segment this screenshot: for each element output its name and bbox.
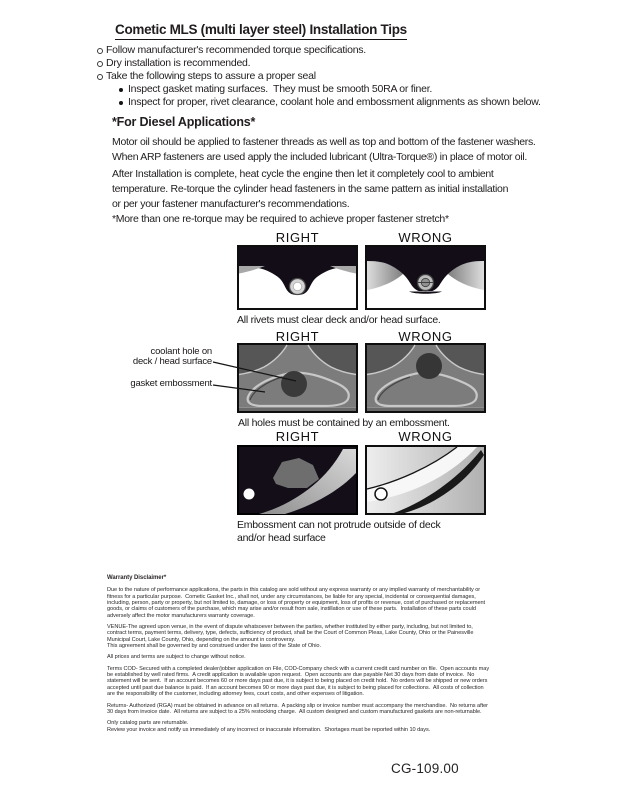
row3-wrong-label: WRONG	[398, 429, 453, 444]
tip-bullet-text: Dry installation is recommended.	[106, 57, 251, 69]
row3-right-panel	[237, 445, 358, 515]
gasket-bottom-band	[367, 408, 484, 412]
row1-wrong-label: WRONG	[398, 230, 453, 245]
row2-wrong-label: WRONG	[398, 329, 453, 344]
open-circle-bullet-icon	[97, 74, 103, 80]
gasket-embossment-callout: gasket embossment	[130, 378, 212, 389]
warranty-disclaimer-heading: Warranty Disclaimer*	[107, 575, 167, 581]
coolant-hole-misaligned	[416, 353, 442, 379]
open-circle-bullet-icon	[97, 61, 103, 67]
returns-paragraph: Returns- Authorized (RGA) must be obtained in advance on all returns. A packing slip or invoice number must accompany the merchandise. No returns after 30 days from invoice date. All returns are subject to a 25% restocking charge. All custom designed and custom manufactured gaskets are non-returnable.	[107, 702, 488, 715]
diesel-section-heading: *For Diesel Applications*	[112, 115, 256, 129]
row3-right-label: RIGHT	[275, 429, 320, 444]
tip-sub-bullet	[119, 96, 541, 109]
tips-list	[97, 44, 541, 109]
coolant-hole-callout	[100, 347, 212, 366]
row3-caption-line1: Embossment can not protrude outside of deck	[237, 519, 441, 531]
bolt-hole	[244, 489, 255, 500]
filled-dot-bullet-icon	[119, 88, 123, 92]
row2-wrong-panel	[365, 343, 486, 413]
tip-bullet-text: Take the following steps to assure a proper seal	[106, 70, 316, 82]
page-title: Cometic MLS (multi layer steel) Installation Tips	[115, 22, 407, 40]
diesel-paragraph-2: After Installation is complete, heat cycle the engine then let it completely cool to ambient temperature. Re-torque the cylinder head fasteners in the same pattern as initial installation or per your fastener manufacturer's recommendations.	[112, 168, 509, 210]
bolt-hole	[375, 488, 387, 500]
prices-notice: All prices and terms are subject to change without notice.	[107, 654, 246, 661]
rivet-center	[293, 282, 301, 290]
coolant-hole-callout-line2: deck / head surface	[132, 355, 212, 367]
row1-right-label: RIGHT	[275, 230, 320, 245]
row2-caption: All holes must be contained by an embossment.	[238, 417, 450, 429]
tip-bullet	[97, 57, 541, 70]
row3-caption	[237, 519, 440, 544]
diesel-paragraph-1: Motor oil should be applied to fastener threads as well as top and bottom of the fastener washers. When ARP fasteners are used apply the included lubricant (Ultra-Torque®) in place of motor oil.	[112, 136, 536, 163]
page-code: CG-109.00	[391, 761, 459, 776]
retorque-note: *More than one re-torque may be required to achieve proper fastener stretch*	[112, 213, 449, 225]
open-circle-bullet-icon	[97, 48, 103, 54]
tip-sub-bullet	[119, 83, 541, 96]
warranty-paragraph: Due to the nature of performance applications, the parts in this catalog are sold without any express warranty or any implied warranty of merchantability or fitness for a particular purpose. Cometic Gasket Inc., shall not, under any circumstances, be liable for any special, incidental or consequential damages, including, person, party or property, but not limited to, damage, or loss of property or equipment, loss of profits or revenue, cost of purchased or replacement goods, or claims of customers of the purchase, which may arise and/or result from sale, instillation or use of these parts. Installation of these parts could adversely affect the motor manufacturers warranty coverage.	[107, 587, 486, 619]
tip-sub-bullet-text: Inspect gasket mating surfaces. They must be smooth 50RA or finer.	[128, 83, 433, 95]
coolant-hole-callout-line1: coolant hole on	[150, 346, 212, 357]
venue-paragraph: VENUE-The agreed upon venue, in the event of dispute whatsoever between the parties, whether instituted by either party, including, but not limited to, contract terms, payment terms, delivery, type, defects, sufficiency of product, shall be the Court of Common Pleas, Lake County, Ohio or the Painesville Municipal Court, Lake County, Ohio, depending on the amount in controversy. This agreement shall be governed by and construed under the laws of the State of Ohio.	[107, 624, 474, 650]
row2-right-panel	[237, 343, 358, 413]
coolant-hole	[281, 371, 307, 397]
row1-caption: All rivets must clear deck and/or head surface.	[237, 314, 441, 326]
row1-right-panel	[237, 245, 358, 310]
catalog-returns-note: Only catalog parts are returnable. Review your invoice and notify us immediately of any incorrect or inaccurate information. Shortages must be reported within 10 days.	[107, 720, 431, 733]
terms-cod-paragraph: Terms COD- Secured with a completed dealer/jobber application on File, COD-Company check with a current credit card number on file. Open accounts may be established by well rated firms. A credit application is available upon request. Open accounts are due payable Net 30 days from date of invoice. No statement will be sent. If an account becomes 60 or more days past due, it is subject to being placed on credit hold. No orders will be shipped or new orders accepted until past due balance is paid. If an account becomes 90 or more days past due, it is subject to being placed for collections. All costs of collection are the responsibility of the customer, including attorney fees, court costs, and other expenses of litigation.	[107, 665, 490, 698]
row1-wrong-panel	[365, 245, 486, 310]
gasket-bottom-band	[239, 408, 356, 412]
tip-sub-bullet-text: Inspect for proper, rivet clearance, coolant hole and embossment alignments as shown below.	[128, 96, 541, 108]
row3-wrong-panel	[365, 445, 486, 515]
tip-bullet	[97, 70, 541, 83]
row3-caption-line2: and/or head surface	[237, 531, 326, 544]
tip-bullet	[97, 44, 541, 57]
row2-right-label: RIGHT	[275, 329, 320, 344]
filled-dot-bullet-icon	[119, 101, 123, 105]
legal-disclaimer-block	[107, 575, 537, 738]
tip-bullet-text: Follow manufacturer's recommended torque specifications.	[106, 44, 366, 56]
